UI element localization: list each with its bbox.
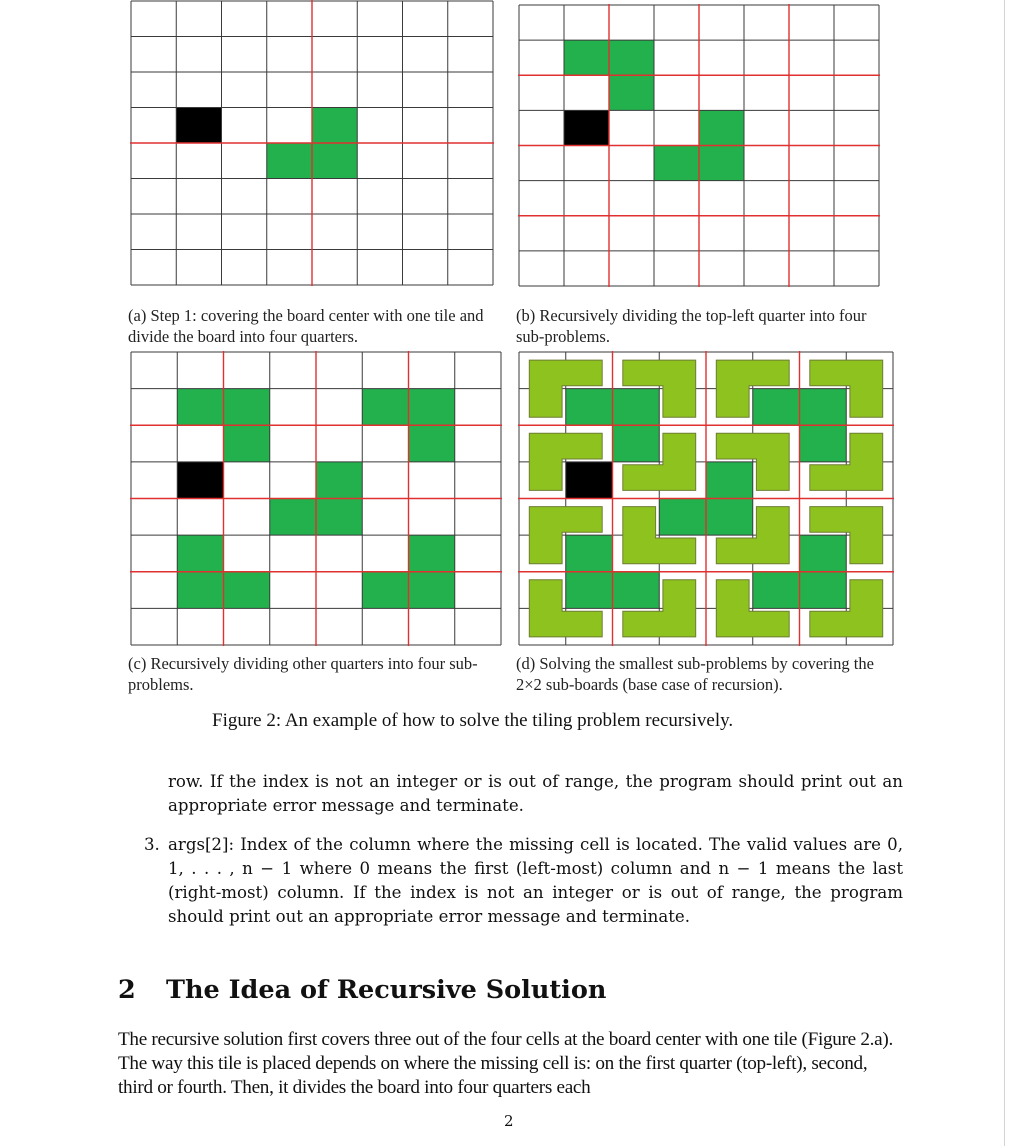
section-title: The Idea of Recursive Solution: [166, 975, 607, 1005]
tile-cell: [699, 146, 744, 181]
tile-cell: [613, 425, 660, 462]
tile-cell: [800, 425, 847, 462]
tile-cell: [270, 499, 316, 536]
tile-cell: [706, 462, 753, 499]
caption-a: (a) Step 1: covering the board center with one tile and divide the board into four quarters.: [128, 306, 484, 346]
tile-cell: [753, 389, 800, 426]
tile-cell: [800, 535, 847, 572]
tile-cell: [609, 75, 654, 110]
board-b: [518, 4, 880, 287]
tile-cell: [659, 499, 706, 536]
body-paragraph: The recursive solution first covers three out of the four cells at the board center with one tile (Figure 2.a). The way this tile is placed depends on where the missing cell is: on the first quarter (top-left), second, third or fourth. Then, it divides the board into four quarters each: [118, 1029, 893, 1098]
missing-cell: [564, 110, 609, 145]
tile-cell: [312, 143, 357, 179]
missing-cell: [566, 462, 613, 499]
figure-caption: Figure 2: An example of how to solve the tiling problem recursively.: [212, 710, 734, 731]
tile-cell: [224, 389, 270, 426]
tile-cell: [564, 40, 609, 75]
tile-cell: [613, 389, 660, 426]
scrollbar-track[interactable]: [1004, 0, 1020, 1146]
tile-cell: [316, 462, 362, 499]
tile-cell: [177, 572, 223, 609]
list-item-number: 3.: [144, 835, 160, 854]
board-d: [518, 351, 894, 646]
caption-c: (c) Recursively dividing other quarters into four sub-problems.: [128, 654, 478, 694]
missing-cell: [177, 462, 223, 499]
tile-cell: [800, 572, 847, 609]
tile-cell: [316, 499, 362, 536]
tile-cell: [800, 389, 847, 426]
tile-cell: [566, 572, 613, 609]
caption-d: (d) Solving the smallest sub-problems by covering the 2×2 sub-boards (base case of recursion).: [516, 654, 874, 694]
tile-cell: [654, 146, 699, 181]
tile-cell: [706, 499, 753, 536]
tile-cell: [409, 572, 455, 609]
tile-cell: [409, 425, 455, 462]
tile-cell: [224, 425, 270, 462]
tile-cell: [409, 389, 455, 426]
missing-cell: [176, 108, 221, 144]
page-number: 2: [504, 1112, 514, 1130]
tile-cell: [566, 535, 613, 572]
tile-cell: [609, 40, 654, 75]
tile-cell: [409, 535, 455, 572]
list-item-args2: args[2]: Index of the column where the missing cell is located. The valid values are 0, 1, . . . , n − 1 where 0 means the first (left-most) column and n − 1 means the last (right-most) column. If the index is not an integer or is out of range, the program should print out an appropriate error message and terminate.: [168, 835, 903, 926]
board-a: [130, 0, 494, 286]
caption-b: (b) Recursively dividing the top-left quarter into four sub-problems.: [516, 306, 867, 346]
tile-cell: [312, 108, 357, 144]
tile-cell: [362, 572, 408, 609]
section-heading: [118, 975, 606, 1005]
tile-cell: [362, 389, 408, 426]
tile-cell: [566, 389, 613, 426]
tile-cell: [224, 572, 270, 609]
tile-cell: [267, 143, 312, 179]
section-number: 2: [118, 975, 136, 1005]
tile-cell: [613, 572, 660, 609]
tile-cell: [753, 572, 800, 609]
list-item-continuation: row. If the index is not an integer or is out of range, the program should print out an appropriate error message and terminate.: [168, 772, 903, 815]
tile-cell: [699, 110, 744, 145]
tile-cell: [177, 535, 223, 572]
board-c: [130, 351, 502, 646]
tile-cell: [177, 389, 223, 426]
